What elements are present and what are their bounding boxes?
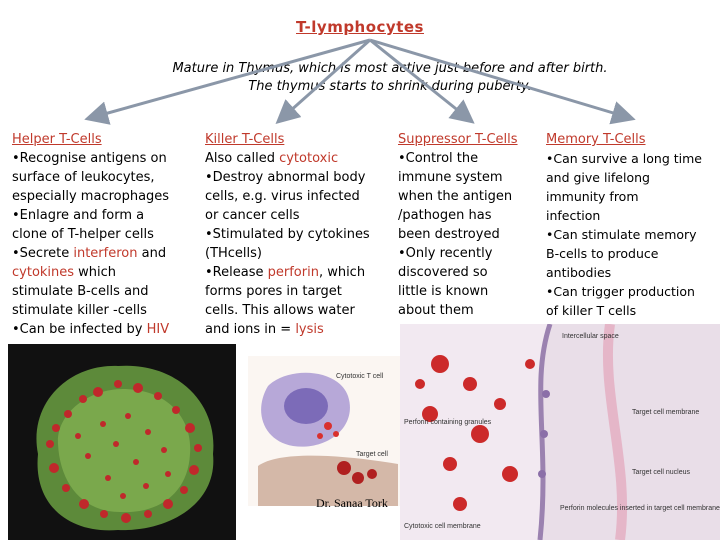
perforin-membrane-diagram <box>400 324 720 540</box>
memory-line: of killer T cells <box>546 303 637 318</box>
killer-line: •Release perforin, which <box>205 265 366 280</box>
label-intercellular: Intercellular space <box>562 333 619 340</box>
hiv-infected-cell-photo <box>8 344 236 540</box>
killer-column <box>205 130 370 339</box>
suppressor-line: /pathogen has <box>398 208 492 223</box>
killer-line: Also called cytotoxic <box>205 151 339 166</box>
suppressor-column <box>398 130 518 320</box>
intro-line-1: Mature in Thymus, which is most active just before and after birth. <box>172 61 608 76</box>
killer-line: or cancer cells <box>205 208 300 223</box>
helper-line: •Enlagre and form a <box>12 208 145 223</box>
killer-line: cells, e.g. virus infected <box>205 189 360 204</box>
suppressor-line: little is known <box>398 284 489 299</box>
suppressor-line: when the antigen <box>398 189 513 204</box>
memory-line: •Can stimulate memory <box>546 227 697 242</box>
helper-heading: Helper T-Cells <box>12 132 102 147</box>
suppressor-line: been destroyed <box>398 227 500 242</box>
memory-heading: Memory T-Cells <box>546 132 646 147</box>
helper-line: stimulate B-cells and <box>12 284 149 299</box>
killer-line: and ions in = lysis <box>205 322 324 337</box>
arrow-suppressor <box>370 40 470 120</box>
killer-heading: Killer T-Cells <box>205 132 285 147</box>
helper-line: especially macrophages <box>12 189 170 204</box>
helper-column <box>12 130 169 339</box>
memory-line: and give lifelong <box>546 170 650 185</box>
highlight-hiv: HIV <box>146 322 170 337</box>
killer-tcell-diagram <box>248 356 400 506</box>
helper-line: clone of T-helper cells <box>12 227 154 242</box>
helper-line: surface of leukocytes, <box>12 170 155 185</box>
highlight-cytotoxic: cytotoxic <box>279 151 339 166</box>
label-target-cell: Target cell <box>356 451 388 458</box>
label-perforin-molecules: Perforin molecules inserted in target cell membrane <box>560 505 720 512</box>
memory-line: •Can survive a long time <box>546 151 702 166</box>
suppressor-line: immune system <box>398 170 503 185</box>
branch-arrows <box>0 0 720 140</box>
killer-line: •Destroy abnormal body <box>205 170 366 185</box>
label-target-membrane: Target cell membrane <box>632 409 700 416</box>
highlight-cytokines: cytokines <box>12 265 75 280</box>
helper-line: •Secrete interferon and <box>12 246 167 261</box>
highlight-interferon: interferon <box>73 246 138 261</box>
label-cytotoxic: Cytotoxic T cell <box>336 373 384 380</box>
killer-line: (THcells) <box>205 246 263 261</box>
suppressor-heading: Suppressor T-Cells <box>398 132 518 147</box>
memory-line: •Can trigger production <box>546 284 695 299</box>
memory-line: antibodies <box>546 265 612 280</box>
memory-column <box>546 130 702 320</box>
helper-line: stimulate killer -cells <box>12 303 147 318</box>
killer-line: •Stimulated by cytokines <box>205 227 370 242</box>
highlight-perforin: perforin <box>267 265 319 280</box>
label-perforin-granules: Perforin containing granules <box>404 419 492 426</box>
helper-line: •Can be infected by HIV <box>12 322 170 337</box>
page-title: T-lymphocytes <box>296 18 424 36</box>
suppressor-line: about them <box>398 303 474 318</box>
helper-line: •Recognise antigens on <box>12 151 167 166</box>
suppressor-line: •Only recently <box>398 246 493 261</box>
arrow-memory <box>370 40 630 118</box>
memory-line: immunity from <box>546 189 639 204</box>
memory-line: infection <box>546 208 601 223</box>
label-cytotoxic-membrane: Cytotoxic cell membrane <box>404 523 481 530</box>
suppressor-line: •Control the <box>398 151 479 166</box>
killer-line: cells. This allows water <box>205 303 355 318</box>
intro-line-2: The thymus starts to shrink during puberty. <box>248 79 532 94</box>
suppressor-line: discovered so <box>398 265 488 280</box>
helper-line: cytokines which <box>12 265 117 280</box>
killer-line: forms pores in target <box>205 284 342 299</box>
author-credit: Dr. Sanaa Tork <box>316 496 388 510</box>
memory-line: B-cells to produce <box>546 246 659 261</box>
highlight-lysis: lysis <box>295 322 324 337</box>
label-target-nucleus: Target cell nucleus <box>632 469 690 476</box>
